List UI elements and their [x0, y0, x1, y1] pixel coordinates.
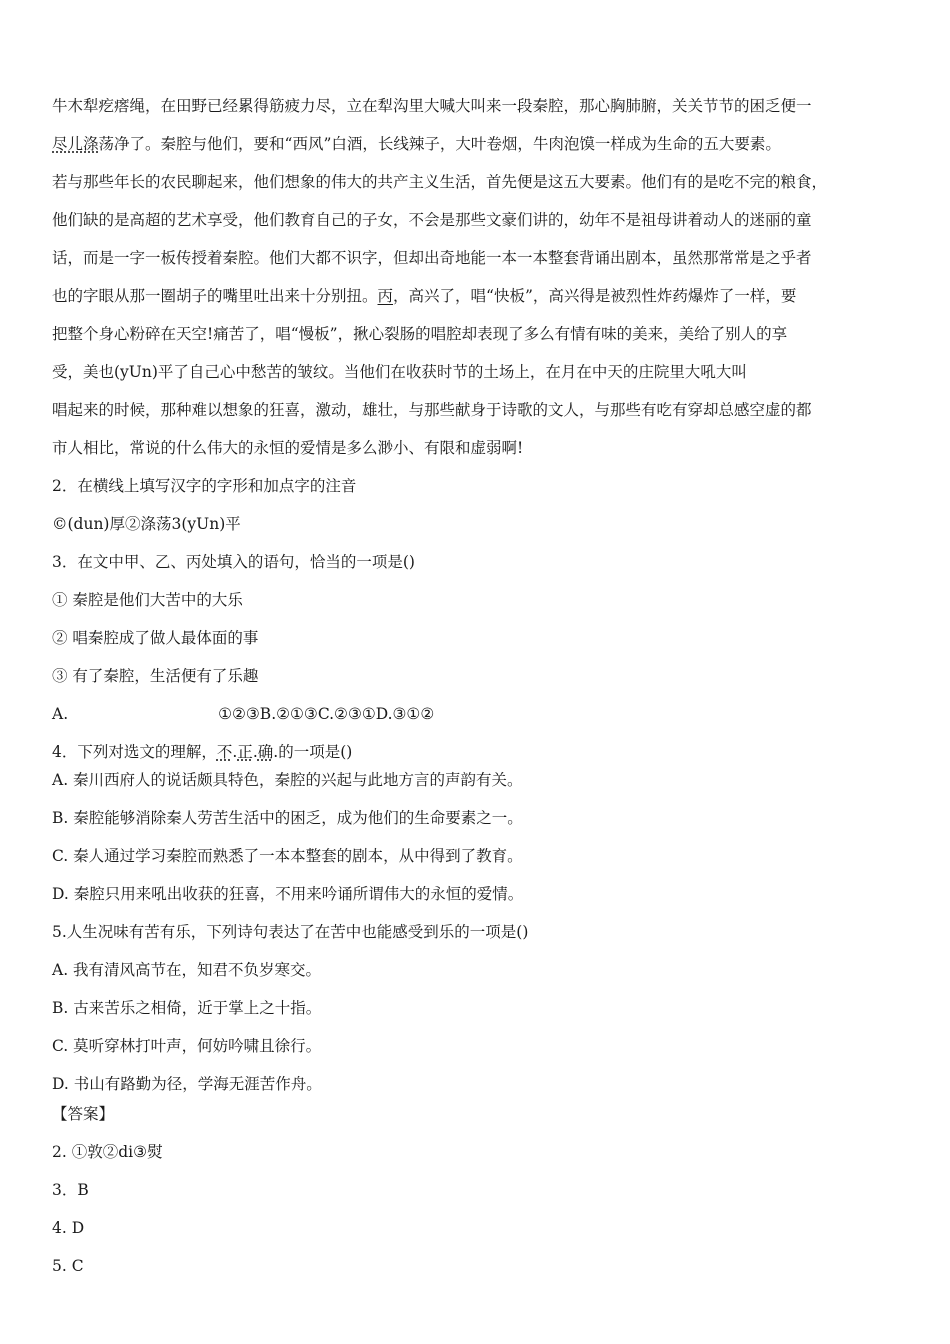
passage-line-4: 他们缺的是高超的艺术享受，他们教育自己的子女，不会是那些文豪们讲的，幼年不是祖母讲着动人的迷丽的童: [52, 211, 812, 229]
passage-line-1: 牛木犁疙瘩绳，在田野已经累得筋疲力尽，立在犁沟里大喊大叫来一段秦腔，那心胸肺腑，关关节节的困乏便一: [52, 97, 812, 115]
q5-option-c: C. 莫听穿林打叶声，何妨吟啸且徐行。: [52, 1037, 322, 1055]
q3-option-3: ③ 有了秦腔，生活便有了乐趣: [52, 667, 259, 685]
passage-line-9: 唱起来的时候，那种难以想象的狂喜，激动，雄壮，与那些献身于诗歌的文人，与那些有吃有穿却总感空虚的都: [52, 401, 812, 419]
passage-line-8: 受，美也(yUn)平了自己心中愁苦的皱纹。当他们在收获时节的土场上，在月在中天的庄院里大吼大叫: [52, 363, 747, 381]
q4-option-c: C. 秦人通过学习秦腔而熟悉了一本本整套的剧本，从中得到了教育。: [52, 847, 523, 865]
blank-marker-bing: 丙: [377, 287, 394, 305]
q5-option-d: D. 书山有路勤为径，学海无涯苦作舟。: [52, 1075, 322, 1093]
q3-option-1: ① 秦腔是他们大苦中的大乐: [52, 591, 243, 609]
q5-option-b: B. 古来苦乐之相倚，近于掌上之十指。: [52, 999, 322, 1017]
q4-option-a: A. 秦川西府人的说话颇具特色，秦腔的兴起与此地方言的声韵有关。: [52, 771, 523, 789]
dotted-word: 尽儿涤: [52, 135, 99, 153]
q5-option-a: A. 我有清风高节在，知君不负岁寒交。: [52, 961, 322, 979]
q5-title: 5.人生况味有苦有乐，下列诗句表达了在苦中也能感受到乐的一项是(): [52, 923, 529, 941]
passage-line-3: 若与那些年长的农民聊起来，他们想象的伟大的共产主义生活，首先便是这五大要素。他们有的是吃不完的粮食，: [52, 173, 828, 191]
emphasis-zheng: 正: [237, 743, 253, 761]
q3-title: 3．在文中甲、乙、丙处填入的语句，恰当的一项是(): [52, 553, 415, 571]
q3-choices: A. ①②③B.②①③C.②③①D.③①②: [52, 705, 435, 723]
emphasis-que: 确: [257, 743, 274, 761]
passage-line-7: 把整个身心粉碎在天空!痛苦了，唱“慢板”，揪心裂肠的唱腔却表现了多么有情有味的美来，美给了别人的享: [52, 325, 788, 343]
emphasis-no: 不: [216, 743, 233, 761]
q2-items: ©(dun)厚②涤荡3(yUn)平: [52, 515, 241, 533]
q2-title: 2．在横线上填写汉字的字形和加点字的注音: [52, 477, 357, 495]
q3-option-2: ② 唱秦腔成了做人最体面的事: [52, 629, 259, 647]
answer-5: 5. C: [52, 1257, 84, 1275]
passage-line-6: 也的字眼从那一圈胡子的嘴里吐出来十分别扭。丙，高兴了，唱“快板”，高兴得是被烈性炸药爆炸了一样，要: [52, 287, 797, 305]
answer-4: 4. D: [52, 1219, 85, 1237]
q4-title: 4．下列对选文的理解，不.正.确.的一项是(): [52, 743, 353, 761]
q4-option-b: B. 秦腔能够消除秦人劳苦生活中的困乏，成为他们的生命要素之一。: [52, 809, 523, 827]
passage-line-2: 尽儿涤荡净了。秦腔与他们，要和“西风”白酒，长线辣子，大叶卷烟，牛肉泡馍一样成为生命的五大要素。: [52, 135, 781, 153]
answer-3: 3．B: [52, 1181, 89, 1199]
passage-line-10: 市人相比，常说的什么伟大的永恒的爱情是多么渺小、有限和虚弱啊!: [52, 439, 524, 457]
passage-line-5: 话，而是一字一板传授着秦腔。他们大都不识字，但却出奇地能一本一本整套背诵出剧本，虽然那常常是之乎者: [52, 249, 812, 267]
q4-option-d: D. 秦腔只用来吼出收获的狂喜，不用来吟诵所谓伟大的永恒的爱情。: [52, 885, 524, 903]
answer-2: 2. ①敦②di③熨: [52, 1143, 163, 1161]
answer-header: 【答案】: [52, 1105, 115, 1123]
